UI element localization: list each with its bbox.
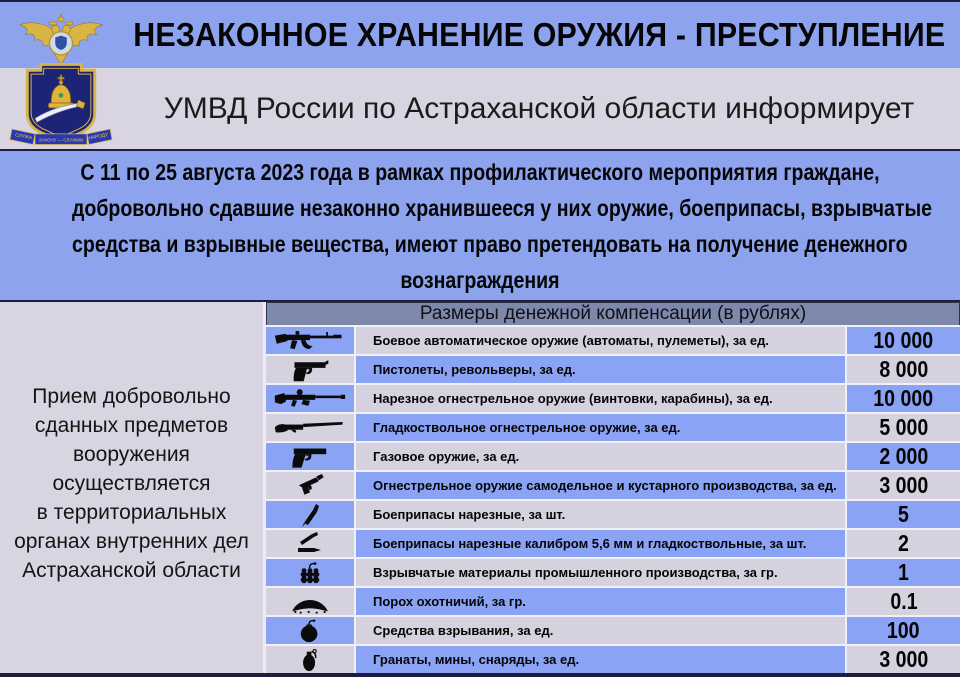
weapon-label-cell [356,414,845,441]
sidebar-note-line: органах внутренних дел [14,530,249,553]
handmade-pistol-icon [274,474,346,498]
motto-text-center: ЗАКОНУ — СЛУЖИМ [38,137,84,143]
compensation-value-cell [847,559,960,586]
weapon-icon-cell [266,385,354,412]
table-header: Размеры денежной компенсации (в рублях) [266,302,960,325]
shotgun-icon [274,416,346,440]
compensation-value: 5 000 [879,414,928,440]
table-row [266,559,960,586]
blasting-bomb-icon [274,619,346,643]
weapon-label: Пистолеты, револьверы, за ед. [373,362,576,377]
weapon-icon-cell [266,356,354,383]
weapon-label: Боеприпасы нарезные калибром 5,6 мм и гладкоствольные, за шт. [373,536,807,551]
weapon-label-cell [356,646,845,673]
table-row [266,617,960,644]
weapon-label: Средства взрывания, за ед. [373,623,554,638]
compensation-value: 8 000 [879,356,928,382]
grenade-icon [274,648,346,672]
poster-title: НЕЗАКОННОЕ ХРАНЕНИЕ ОРУЖИЯ - ПРЕСТУПЛЕНИЕ [132,16,946,53]
weapon-label-cell [356,472,845,499]
weapon-label-cell [356,385,845,412]
weapon-label: Боеприпасы нарезные, за шт. [373,507,566,522]
table-row [266,588,960,615]
weapon-label: Газовое оружие, за ед. [373,449,520,464]
sidebar-note-line: Прием добровольно [32,385,231,408]
weapon-icon-cell [266,501,354,528]
intro-line: вознаграждения [400,266,560,293]
cartridges-icon [274,532,346,556]
compensation-value: 10 000 [873,385,934,411]
weapon-label-cell [356,356,845,383]
sidebar-note-line: Астраханской области [22,559,241,582]
compensation-value: 2 000 [879,443,928,469]
compensation-value: 10 000 [873,327,934,353]
weapon-label-cell [356,530,845,557]
compensation-table [263,302,960,673]
sidebar-note-line: сданных предметов [34,414,229,437]
compensation-value: 2 [898,530,909,556]
weapon-icon-cell [266,327,354,354]
weapon-label: Гладкоствольное огнестрельное оружие, за ед. [373,420,681,435]
sidebar-note-line: осуществляется [52,472,211,495]
table-row [266,646,960,673]
gunpowder-icon [274,590,346,614]
weapon-icon-cell [266,617,354,644]
weapon-label: Гранаты, мины, снаряды, за ед. [373,652,580,667]
dynamite-icon [274,561,346,585]
compensation-value: 3 000 [879,472,928,498]
cartridge-icon [274,503,346,527]
compensation-value: 1 [898,559,909,585]
weapon-label-cell [356,559,845,586]
intro-line: средства и взрывные вещества, имеют право претендовать на получение денежного [72,230,908,257]
motto-text-left: СЛУЖА [14,133,33,142]
weapon-label: Взрывчатые материалы промышленного производства, за гр. [373,565,778,580]
table-row [266,385,960,412]
intro-line: добровольно сдавшие незаконно хранившееся у них оружие, боеприпасы, взрывчатые [72,194,933,221]
sidebar-note [0,302,263,673]
compensation-value: 5 [898,501,909,527]
weapon-label-cell [356,588,845,615]
weapon-label: Порох охотничий, за гр. [373,594,526,609]
compensation-value: 0.1 [889,588,918,614]
gas-pistol-icon [274,445,346,469]
compensation-value-cell [847,646,960,673]
table-rows [266,327,960,673]
compensation-value-cell [847,617,960,644]
compensation-value: 3 000 [879,646,928,672]
weapon-icon-cell [266,530,354,557]
table-row [266,356,960,383]
weapon-icon-cell [266,443,354,470]
weapon-icon-cell [266,472,354,499]
assault-rifle-icon [274,329,346,353]
mvd-astrakhan-emblem [8,6,114,148]
compensation-value-cell [847,327,960,354]
intro-line: С 11 по 25 августа 2023 года в рамках профилактического мероприятия граждане, [80,158,880,185]
motto-text-right: НАРОДУ [88,132,109,142]
table-row [266,414,960,441]
table-row [266,501,960,528]
weapon-icon-cell [266,559,354,586]
scoped-rifle-icon [274,387,346,411]
sidebar-note-line: вооружения [73,443,190,466]
weapon-label: Огнестрельное оружие самодельное и кустарного производства, за ед. [373,478,837,493]
compensation-value-cell [847,530,960,557]
compensation-value-cell [847,501,960,528]
poster-subtitle: УМВД России по Астраханской области информирует [163,91,915,125]
weapon-label-cell [356,617,845,644]
title-band [0,2,960,68]
compensation-value-cell [847,356,960,383]
table-row [266,472,960,499]
compensation-value: 100 [887,617,920,643]
weapon-label-cell [356,443,845,470]
compensation-value-cell [847,414,960,441]
compensation-value-cell [847,588,960,615]
sidebar-note-line: в территориальных [36,501,227,524]
table-row [266,327,960,354]
weapon-icon-cell [266,588,354,615]
table-row [266,530,960,557]
intro-text [0,151,960,300]
compensation-value-cell [847,385,960,412]
table-row [266,443,960,470]
compensation-value-cell [847,472,960,499]
weapon-label: Нарезное огнестрельное оружие (винтовки, карабины), за ед. [373,391,773,406]
compensation-value-cell [847,443,960,470]
weapon-label: Боевое автоматическое оружие (автоматы, пулеметы), за ед. [373,333,769,348]
subtitle-band [0,68,960,149]
weapon-label-cell [356,327,845,354]
weapon-icon-cell [266,646,354,673]
weapon-icon-cell [266,414,354,441]
weapon-label-cell [356,501,845,528]
pistol-icon [274,358,346,382]
